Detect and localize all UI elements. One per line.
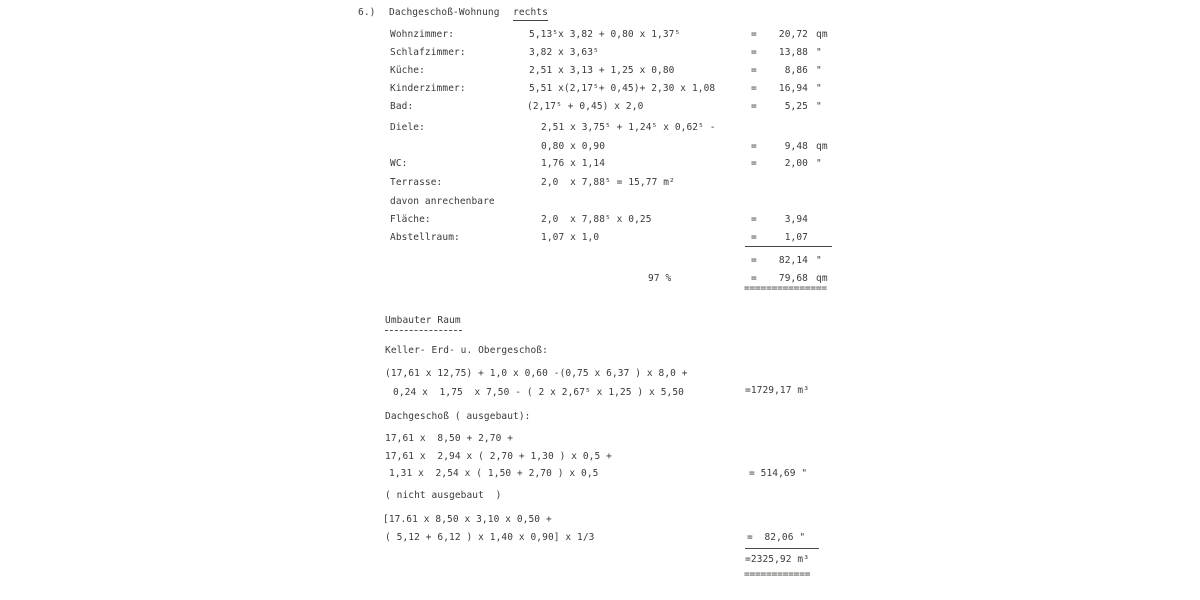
heading-underline [385,330,462,331]
area-unit: qm [816,141,828,152]
area-unit: " [816,47,822,58]
volume-formula: [17.61 x 8,50 x 3,10 x 0,50 + [383,514,552,525]
volume-formula: 1,31 x 2,54 x ( 1,50 + 2,70 ) x 0,5 [389,468,599,479]
area-unit: " [816,101,822,112]
equals-sign: = [751,255,757,266]
area-value: 2,00 [784,158,808,169]
volume-formula: ( 5,12 + 6,12 ) x 1,40 x 0,90] x 1/3 [385,532,595,543]
grand-total-rule [745,548,819,549]
volume-subheading: Keller- Erd- u. Obergeschoß: [385,345,548,356]
area-value: 3,94 [784,214,808,225]
room-formula: 2,51 x 3,13 + 1,25 x 0,80 [529,65,675,76]
volume-result: = 82,06 " [747,532,806,543]
equals-sign: = [751,232,757,243]
area-value: 20,72 [778,29,808,40]
room-label: Bad: [390,101,414,112]
equals-sign: = [751,65,757,76]
section-number: 6.) [358,7,376,18]
room-label: Abstellraum: [390,232,460,243]
double-underline-dashes: ============ [744,569,811,580]
volume-formula: 17,61 x 2,94 x ( 2,70 + 1,30 ) x 0,5 + [385,451,612,462]
total-area-unit: " [816,255,822,266]
equals-sign: = [751,158,757,169]
sum-rule [745,246,832,247]
room-formula: 5,51 x(2,17⁵+ 0,45)+ 2,30 x 1,08 [529,83,716,94]
room-formula: 5,13⁵x 3,82 + 0,80 x 1,37⁵ [529,29,681,40]
room-formula: 2,51 x 3,75⁵ + 1,24⁵ x 0,62⁵ - [541,122,716,133]
area-value: 8,86 [784,65,808,76]
section-title: Dachgeschoß-Wohnung [389,7,500,18]
room-label: Fläche: [390,214,431,225]
equals-sign: = [751,214,757,225]
equals-sign: = [751,83,757,94]
volume-formula: 17,61 x 8,50 + 2,70 + [385,433,514,444]
room-formula: 1,07 x 1,0 [541,232,600,243]
note-label: davon anrechenbare [390,196,495,207]
room-label: Terrasse: [390,177,443,188]
room-formula: 1,76 x 1,14 [541,158,606,169]
equals-sign: = [751,273,757,284]
total-area-value: 82,14 [778,255,808,266]
section-title-emphasis: rechts [513,7,548,21]
area-unit: " [816,83,822,94]
volume-result: = 514,69 " [749,468,808,479]
area-value: 1,07 [784,232,808,243]
area-unit: " [816,158,822,169]
room-label: Wohnzimmer: [390,29,455,40]
equals-sign: = [751,141,757,152]
room-formula: 3,82 x 3,63⁵ [529,47,599,58]
equals-sign: = [751,47,757,58]
net-area-unit: qm [816,273,828,284]
area-value: 13,88 [778,47,808,58]
percent-factor: 97 % [648,273,672,284]
equals-sign: = [751,29,757,40]
room-label: Diele: [390,122,425,133]
room-label: Schlafzimmer: [390,47,466,58]
room-formula: (2,17⁵ + 0,45) x 2,0 [527,101,644,112]
volume-formula: 0,24 x 1,75 x 7,50 - ( 2 x 2,67⁵ x 1,25 ) x 5,50 [393,387,684,398]
area-unit: " [816,65,822,76]
area-value: 9,48 [784,141,808,152]
volume-result: =1729,17 m³ [745,385,810,396]
area-value: 16,94 [778,83,808,94]
room-label: Küche: [390,65,425,76]
volume-formula: (17,61 x 12,75) + 1,0 x 0,60 -(0,75 x 6,37 ) x 8,0 + [385,368,688,379]
volume-subheading: ( nicht ausgebaut ) [385,490,502,501]
net-area-value: 79,68 [778,273,808,284]
room-label: WC: [390,158,408,169]
equals-sign: = [751,101,757,112]
volume-heading: Umbauter Raum [385,315,461,326]
room-formula: 2,0 x 7,88⁵ = 15,77 m² [541,177,675,188]
room-formula: 2,0 x 7,88⁵ x 0,25 [541,214,652,225]
room-label: Kinderzimmer: [390,83,466,94]
area-value: 5,25 [784,101,808,112]
grand-total-volume: =2325,92 m³ [745,554,810,565]
double-underline-dashes: =============== [744,283,827,294]
room-formula-continued: 0,80 x 0,90 [541,141,606,152]
area-unit: qm [816,29,828,40]
volume-subheading: Dachgeschoß ( ausgebaut): [385,411,531,422]
